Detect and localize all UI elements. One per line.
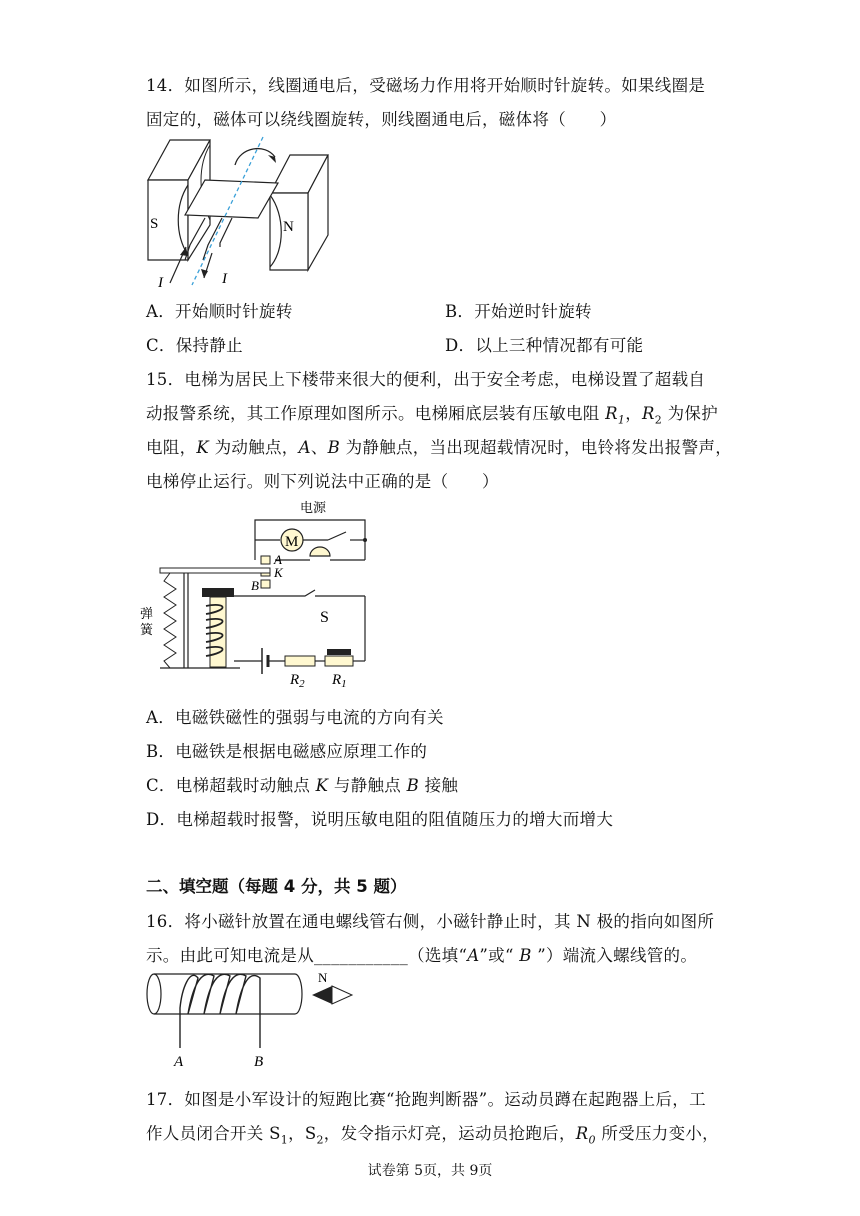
q14-label-n: N — [283, 219, 294, 235]
q15-label-power: 电源 — [300, 501, 327, 516]
q17-line2: 作人员闭合开关 $S_1$，$S_2$，发令指示灯亮，运动员抢跑后，$R_0$ 所受压力变小， — [146, 1124, 719, 1147]
q16-label-n: N — [318, 970, 328, 985]
q16-label-a: A — [174, 1054, 184, 1070]
q15-label-k: K — [274, 565, 283, 580]
q15-label-spring2: 簧 — [140, 623, 154, 638]
q14-label-i-right: I — [222, 271, 227, 287]
q15-label-a: A — [274, 552, 282, 567]
q17-line1: 17．如图是小军设计的短跑比赛“抢跑判断器”。运动员蹲在起跑器上后，工 — [146, 1090, 706, 1109]
q16-figure-solenoid — [140, 968, 360, 1078]
q15-label-spring1: 弹 — [140, 607, 154, 622]
q14-line2: 固定的，磁体可以绕线圈旋转，则线圈通电后，磁体将（ ） — [146, 110, 617, 129]
q15-label-r2: $R_2$ — [290, 672, 305, 690]
q14-figure-magnet-coil — [140, 135, 340, 290]
q15-label-b: B — [251, 578, 259, 593]
q14-line1: 14．如图所示，线圈通电后，受磁场力作用将开始顺时针旋转。如果线圈是 — [146, 76, 706, 95]
q15-option-d: D．电梯超载时报警，说明压敏电阻的阻值随压力的增大而增大 — [146, 810, 614, 829]
q15-label-s: S — [320, 609, 329, 626]
q14-option-c: C．保持静止 — [146, 336, 243, 355]
page-footer: 试卷第 5页，共 9页 — [367, 1163, 493, 1179]
q14-option-b: B．开始逆时针旋转 — [445, 302, 592, 321]
q15-line2: 动报警系统，其工作原理如图所示。电梯厢底层装有压敏电阻 $R_1$，$R_2$ 为保护 — [146, 404, 719, 427]
q14-label-i-left: I — [158, 275, 163, 290]
q14-option-a: A．开始顺时针旋转 — [146, 302, 293, 321]
q14-option-d: D．以上三种情况都有可能 — [445, 336, 644, 355]
q15-option-b: B．电磁铁是根据电磁感应原理工作的 — [146, 742, 428, 761]
section-heading: 二、填空题（每题 4 分，共 5 题） — [146, 877, 407, 896]
q15-line1: 15．电梯为居民上下楼带来很大的便利，出于安全考虑，电梯设置了超载自 — [146, 370, 706, 389]
q15-option-a: A．电磁铁磁性的强弱与电流的方向有关 — [146, 708, 444, 727]
q15-line4: 电梯停止运行。则下列说法中正确的是（ ） — [146, 472, 499, 491]
q15-label-r1: $R_1$ — [332, 672, 347, 690]
q16-line1: 16．将小磁针放置在通电螺线管右侧，小磁针静止时，其 N 极的指向如图所 — [146, 912, 715, 931]
q16-line2: 示。由此可知电流是从___________（选填“A”或“ B ”）端流入螺线管的。 — [146, 946, 698, 965]
q16-label-b: B — [254, 1054, 264, 1070]
q15-option-c: C．电梯超载时动触点 K 与静触点 B 接触 — [146, 776, 459, 795]
q14-label-s: S — [150, 216, 159, 232]
q15-figure-elevator-circuit — [140, 498, 380, 690]
q15-label-motor: M — [285, 534, 299, 550]
q15-line3: 电阻，K 为动触点，A、B 为静触点，当出现超载情况时，电铃将发出报警声， — [146, 438, 733, 457]
